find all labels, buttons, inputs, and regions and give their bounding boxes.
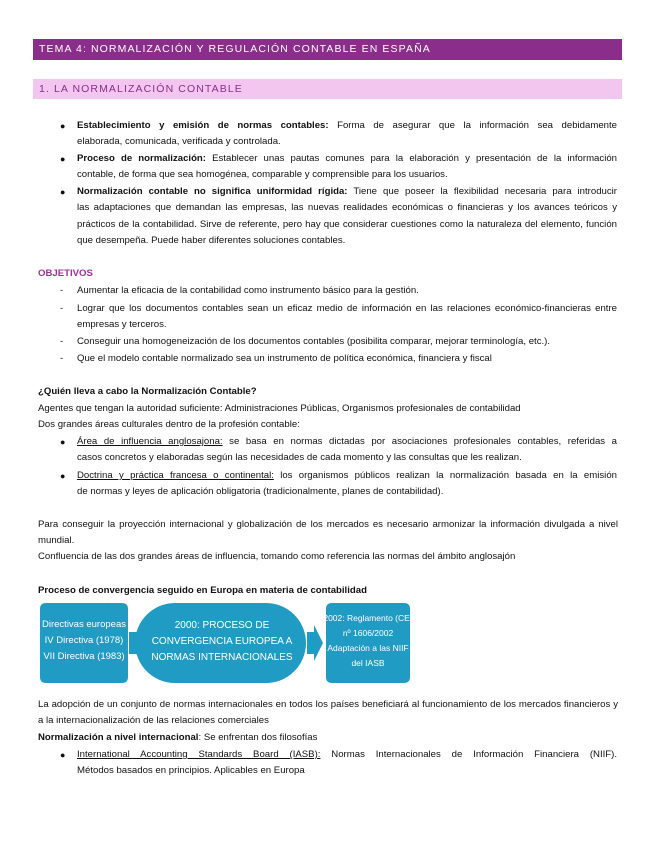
quien-line-2: Dos grandes áreas culturales dentro de la profesión contable: (38, 419, 300, 430)
box-convergencia-line: CONVERGENCIA EUROPEA A (151, 636, 293, 647)
area-anglosajona: Área de influencia anglosajona: se basa en normas dictadas por asociaciones profesionales contables, referidas a casos concretos y elaboradas según las necesidades de cada momento y las consultas que les realizan. (77, 436, 617, 464)
objetivo-item: Conseguir una homogeneización de los documentos contables (posibilita comparar, mejorar terminología, etc.). (77, 336, 551, 347)
dash-icon: - (60, 285, 64, 296)
quien-heading: ¿Quién lleva a cabo la Normalización Contable? (38, 386, 257, 397)
confluencia-line: Confluencia de las dos grandes áreas de influencia, tomando como referencia las normas del ámbito anglosajón (38, 551, 516, 562)
box-convergencia (135, 603, 306, 683)
convergence-diagram (40, 603, 620, 683)
box-directivas-line: VII Directiva (1983) (43, 651, 125, 662)
objetivo-item: Lograr que los documentos contables sean un eficaz medio de información en las relaciones económico-financieras entre empresas y terceros. (77, 303, 617, 331)
adopcion-paragraph: La adopción de un conjunto de normas internacionales en todos los países beneficiará al funcionamiento de los mercados financieros y a la internacionalización de las relaciones comerciales (38, 699, 618, 727)
box-directivas-line: IV Directiva (1978) (44, 635, 124, 646)
bullet-term: Proceso de normalización: (77, 153, 206, 164)
nivel-term: Normalización a nivel internacional (38, 732, 199, 743)
intro-bullet-1: Establecimiento y emisión de normas contables: Forma de asegurar que la información sea debidamente elaborada, comunicada, verificada y controlada. (77, 120, 617, 148)
box-reglamento-line: Adaptación a las NIIF (327, 643, 409, 653)
objetivo-item: Aumentar la eficacia de la contabilidad como instrumento básico para la gestión. (77, 285, 419, 296)
document-title-bar (33, 39, 622, 60)
box-reglamento (323, 603, 412, 683)
section-title-bar (33, 79, 622, 99)
bullet-icon: ● (60, 437, 66, 447)
area-term: Área de influencia anglosajona: (77, 436, 223, 447)
box-convergencia-line: NORMAS INTERNACIONALES (151, 652, 293, 663)
intro-bullet-3: Normalización contable no significa uniformidad rígida: Tiene que poseer la flexibilidad necesaria para introducir las adaptaciones que demandan las empresas, las nuevas realidades económicas o financieras y los avances teóricos y prácticos de la contabilidad. Sirve de referente, pero hay que considerar cuestiones como la naturaleza del elemento, función que desempeña. Puede haber diferentes soluciones contables. (77, 186, 618, 246)
dash-icon: - (60, 336, 64, 347)
nivel-internacional-line: Normalización a nivel internacional: Se enfrentan dos filosofías (38, 732, 318, 743)
convergencia-heading: Proceso de convergencia seguido en Europa en materia de contabilidad (38, 585, 367, 596)
box-reglamento-line: del IASB (351, 658, 385, 668)
box-convergencia-line: 2000: PROCESO DE (174, 620, 270, 631)
document-title: TEMA 4: NORMALIZACIÓN Y REGULACIÓN CONTABLE EN ESPAÑA (39, 43, 431, 55)
box-directivas-line: Directivas europeas (42, 619, 126, 630)
bullet-icon: ● (60, 750, 66, 760)
arrow-2 (307, 625, 323, 661)
box-reglamento-line: 2002: Reglamento (CE) (323, 613, 413, 623)
bullet-icon: ● (60, 121, 66, 131)
objetivo-item: Que el modelo contable normalizado sea un instrumento de política económica, financiera y fiscal (77, 353, 492, 364)
iasb-term: International Accounting Standards Board (IASB): (77, 749, 321, 760)
area-term: Doctrina y práctica francesa o continental: (77, 470, 274, 481)
bullet-term: Normalización contable no significa uniformidad rígida: (77, 186, 348, 197)
bullet-icon: ● (60, 471, 66, 481)
objetivos-heading: OBJETIVOS (38, 268, 93, 279)
bullet-icon: ● (60, 154, 66, 164)
box-directivas (40, 603, 128, 683)
dash-icon: - (60, 303, 64, 314)
bullet-icon: ● (60, 187, 66, 197)
iasb-item: International Accounting Standards Board (IASB): Normas Internacionales de Información Financiera (NIIF). Métodos basados en principios. Aplicables en Europa (77, 749, 618, 777)
area-continental: Doctrina y práctica francesa o continental: los organismos públicos realizan la normalización basada en la emisión de normas y leyes de aplicación obligatoria (tradicionalmente, planes de contabilidad). (77, 470, 617, 498)
proyeccion-paragraph: Para conseguir la proyección internacional y globalización de los mercados es necesario armonizar la información divulgada a nivel mundial. (38, 519, 618, 547)
section-title: 1. LA NORMALIZACIÓN CONTABLE (39, 83, 243, 95)
bullet-term: Establecimiento y emisión de normas contables: (77, 120, 329, 131)
dash-icon: - (60, 353, 64, 364)
box-reglamento-line: nº 1606/2002 (342, 628, 394, 638)
quien-line-1: Agentes que tengan la autoridad suficiente: Administraciones Públicas, Organismos profesionales de contabilidad (38, 403, 521, 414)
intro-bullet-2: Proceso de normalización: Establecer unas pautas comunes para la elaboración y presentación de la información contable, de forma que sea homogénea, comparable y comprensible para los usuarios. (77, 153, 617, 181)
